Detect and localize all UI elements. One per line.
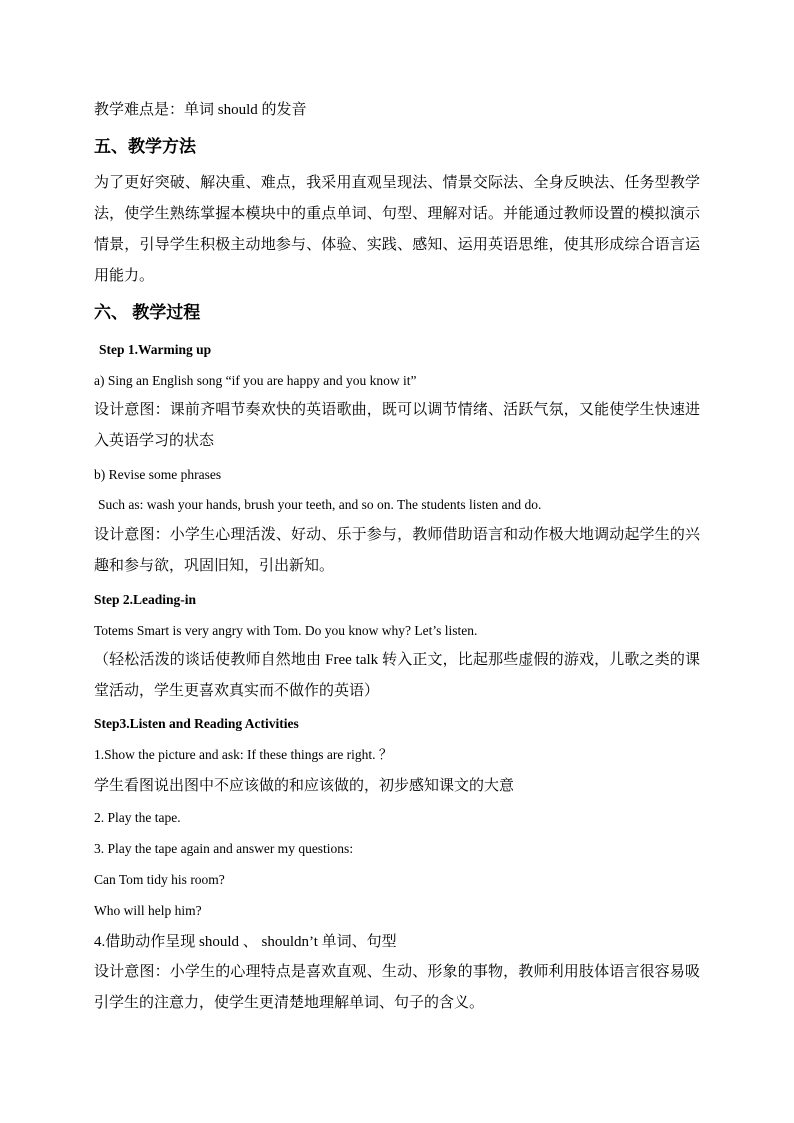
step-1-item-a: a) Sing an English song “if you are happy and you know it” [94, 373, 417, 388]
step-2-note: （轻松活泼的谈话使教师自然地由 Free talk 转入正文，比起那些虚假的游戏，儿歌之类的课堂活动，学生更喜欢真实而不做作的英语） [94, 652, 700, 699]
step-3-heading: Step3.Listen and Reading Activities [94, 716, 299, 731]
step-3-design-note: 设计意图：小学生的心理特点是喜欢直观、生动、形象的事物，教师利用肢体语言很容易吸引学生的注意力，使学生更清楚地理解单词、句子的含义。 [94, 964, 700, 1011]
section-5-paragraph: 为了更好突破、解决重、难点，我采用直观呈现法、情景交际法、全身反映法、任务型教学法，使学生熟练掌握本模块中的重点单词、句型、理解对话。并能通过教师设置的模拟演示情景，引导学生积极主动地参与、体验、实践、感知、运用英语思维，使其形成综合语言运用能力。 [94, 175, 700, 284]
step-3-item-3: 3. Play the tape again and answer my questions: [94, 841, 354, 856]
section-6-heading: 六、 教学过程 [94, 303, 201, 322]
section-5-heading: 五、教学方法 [94, 137, 196, 156]
step-2-text: Totems Smart is very angry with Tom. Do you know why? Let’s listen. [94, 623, 478, 638]
step-3-question-1: Can Tom tidy his room? [94, 872, 225, 887]
step-1-design-note: 设计意图：课前齐唱节奏欢快的英语歌曲，既可以调节情绪、活跃气氛，又能使学生快速进入英语学习的状态 [94, 402, 700, 449]
step-1-example: Such as: wash your hands, brush your teeth, and so on. The students listen and do. [98, 497, 542, 512]
step-2-heading: Step 2.Leading-in [94, 592, 197, 607]
step-1-heading: Step 1.Warming up [99, 342, 212, 357]
step-3-item-1-note: 学生看图说出图中不应该做的和应该做的，初步感知课文的大意 [94, 778, 515, 794]
step-1-item-b: b) Revise some phrases [94, 467, 222, 482]
step-3-item-1: 1.Show the picture and ask: If these things are right. ？ [94, 747, 393, 762]
step-3-question-2: Who will help him? [94, 903, 202, 918]
difficulty-line: 教学难点是：单词 should 的发音 [94, 102, 307, 118]
step-3-item-4: 4.借助动作呈现 should 、 shouldn’t 单词、句型 [94, 934, 397, 950]
step-1-b-design-note: 设计意图：小学生心理活泼、好动、乐于参与，教师借助语言和动作极大地调动起学生的兴趣和参与欲，巩固旧知，引出新知。 [94, 527, 700, 574]
step-3-item-2: 2. Play the tape. [94, 810, 181, 825]
